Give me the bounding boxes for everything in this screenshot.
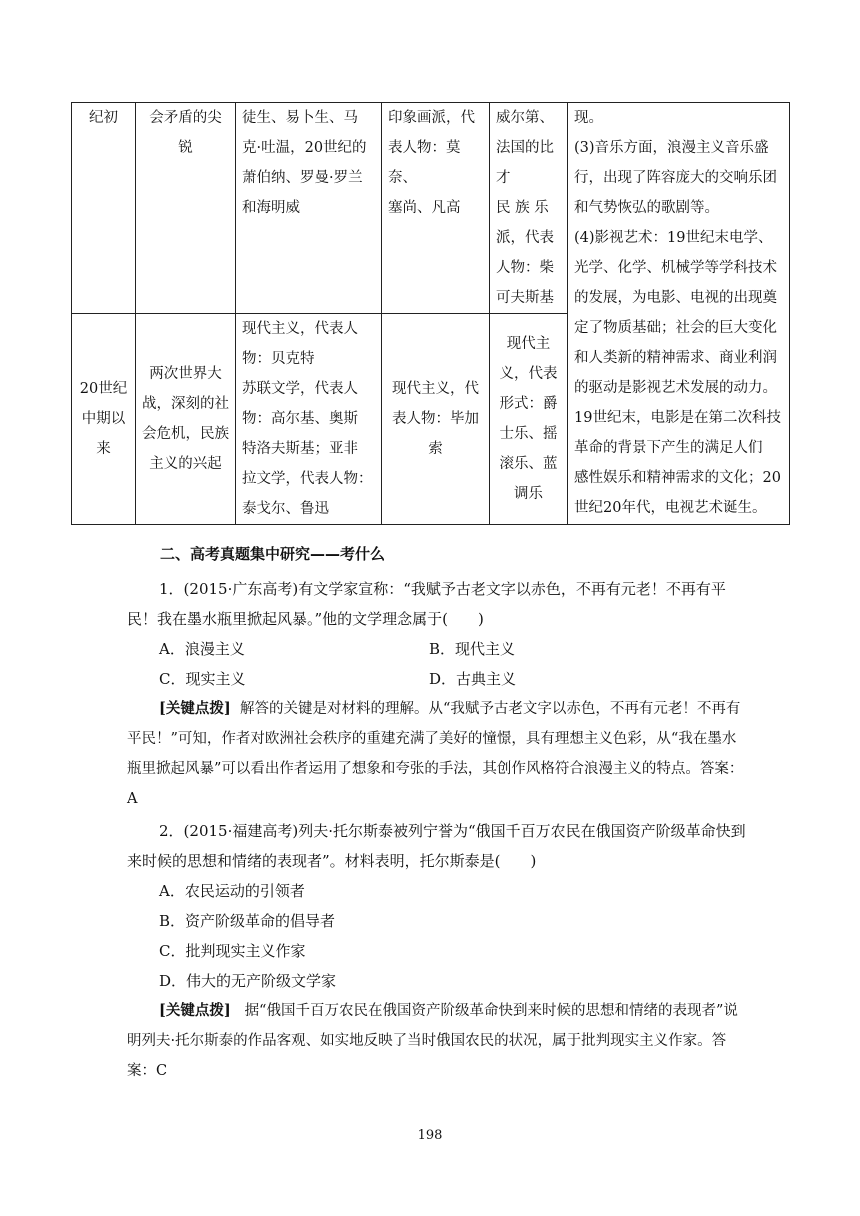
key-point xyxy=(127,996,747,1086)
literature-cell: 现代主义，代表人 物：贝克特 苏联文学，代表人 物：高尔基、奥斯 特洛夫斯基；亚非 拉文学，代表人物： 泰戈尔、鲁迅 xyxy=(236,314,382,525)
option-d: D．古典主义 xyxy=(429,670,517,688)
art-cell: 现代主义，代 表人物：毕加 索 xyxy=(382,314,490,525)
option-d: D．伟大的无产阶级文学家 xyxy=(159,972,337,990)
music-cell: 现代主 义，代表 形式：爵 士乐、摇 滚乐、蓝 调乐 xyxy=(490,314,568,525)
key-text: 解答的关键是对材料的理解。从“我赋予古老文字以赤色，不再有元老！不再有平民！”可知，作者对欧洲社会秩序的重建充满了美好的憧憬，具有理想主义色彩，从“我在墨水瓶里掀起风暴”可以看出作者运用了想象和夸张的手法，其创作风格符合浪漫主义的特点。答案：A xyxy=(127,701,744,807)
option-a: A．农民运动的引领者 xyxy=(159,882,305,900)
period-cell: 20世纪 中期以 来 xyxy=(72,314,136,525)
options-row xyxy=(127,634,747,664)
section-title: 二、高考真题集中研究——考什么 xyxy=(160,545,386,563)
background-cell: 两次世界大 战，深刻的社 会危机，民族 主义的兴起 xyxy=(136,314,236,525)
key-point xyxy=(127,694,747,814)
art-cell: 印象画派，代 表人物：莫奈、 塞尚、凡高 xyxy=(382,103,490,314)
key-label: [关键点拨] xyxy=(159,700,231,717)
table-row xyxy=(72,103,790,314)
option-c: C．现实主义 xyxy=(159,670,246,688)
literature-cell: 徒生、易卜生、马 克·吐温，20世纪的 萧伯纳、罗曼·罗兰 和海明威 xyxy=(236,103,382,314)
notes-cell: 现。 (3)音乐方面，浪漫主义音乐盛 行，出现了阵容庞大的交响乐团 和气势恢弘的歌剧等。 (4)影视艺术：19世纪末电学、 光学、化学、机械学等学科技术 的发展，为电影、电视的出现奠 定了物质基础；社会的巨大变化 和人类新的精神需求、商业利润 的驱动是影视艺术发展的动力。 19世纪末，电影是在第二次科技 革命的背景下产生的满足人们 感性娱乐和精神需求的文化；20 世纪20年代，电视艺术诞生。 xyxy=(568,103,790,525)
page-number: 198 xyxy=(417,1128,443,1143)
period-cell: 纪初 xyxy=(72,103,136,314)
key-text: 据“俄国千百万农民在俄国资产阶级革命快到来时候的思想和情绪的表现者”说明列夫·托尔斯泰的作品客观、如实地反映了当时俄国农民的状况，属于批判现实主义作家。答案：C xyxy=(127,1003,738,1079)
option-b: B．现代主义 xyxy=(429,640,516,658)
question-2 xyxy=(127,816,747,1086)
options-row xyxy=(127,664,747,694)
history-table xyxy=(71,102,790,525)
option-c: C．批判现实主义作家 xyxy=(159,942,306,960)
question-stem: 1．(2015·广东高考)有文学家宣称：“我赋予古老文字以赤色，不再有元老！不再有平民！我在墨水瓶里掀起风暴。”他的文学理念属于( ) xyxy=(127,580,726,628)
question-1 xyxy=(127,574,747,814)
key-label: [关键点拨] xyxy=(159,1002,231,1019)
background-cell: 会矛盾的尖 锐 xyxy=(136,103,236,314)
option-b: B．资产阶级革命的倡导者 xyxy=(159,912,336,930)
question-stem: 2．(2015·福建高考)列夫·托尔斯泰被列宁誉为“俄国千百万农民在俄国资产阶级革命快到来时候的思想和情绪的表现者”。材料表明，托尔斯泰是( ) xyxy=(127,822,746,870)
option-a: A．浪漫主义 xyxy=(159,640,245,658)
music-cell: 威尔第、 法国的比 才 民 族 乐 派，代表 人物：柴 可夫斯基 xyxy=(490,103,568,314)
